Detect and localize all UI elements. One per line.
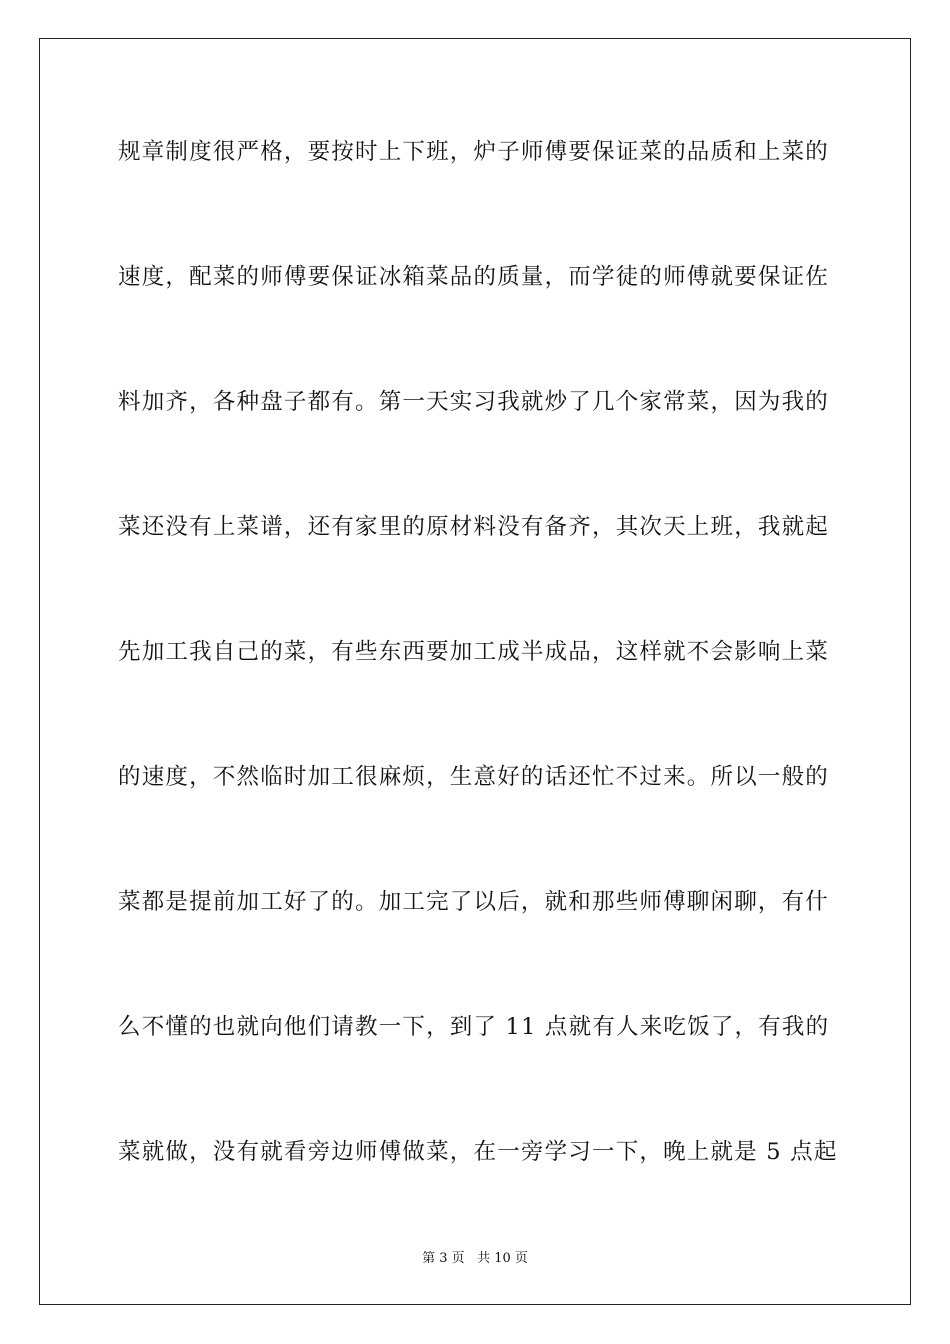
text-line-5: 先加工我自己的菜，有些东西要加工成半成品，这样就不会影响上菜 [118,639,830,665]
text-line-6: 的速度，不然临时加工很麻烦，生意好的话还忙不过来。所以一般的 [118,764,830,790]
page-number: 第 3 页 [422,1251,465,1266]
text-line-9: 菜就做，没有就看旁边师傅做菜，在一旁学习一下，晚上就是 5 点起 [118,1139,838,1165]
text-line-8: 么不懂的也就向他们请教一下，到了 11 点就有人来吃饭了，有我的 [118,1014,830,1040]
text-line-1: 规章制度很严格，要按时上下班，炉子师傅要保证菜的品质和上菜的 [118,139,830,165]
page-border [39,38,911,1305]
text-line-7: 菜都是提前加工好了的。加工完了以后，就和那些师傅聊闲聊，有什 [118,889,830,915]
page-footer [0,1247,950,1266]
text-line-3: 料加齐，各种盘子都有。第一天实习我就炒了几个家常菜，因为我的 [118,389,830,415]
text-line-4: 菜还没有上菜谱，还有家里的原材料没有备齐，其次天上班，我就起 [118,514,830,540]
text-line-2: 速度，配菜的师傅要保证冰箱菜品的质量，而学徒的师傅就要保证佐 [118,264,830,290]
page-total: 共 10 页 [477,1251,528,1266]
